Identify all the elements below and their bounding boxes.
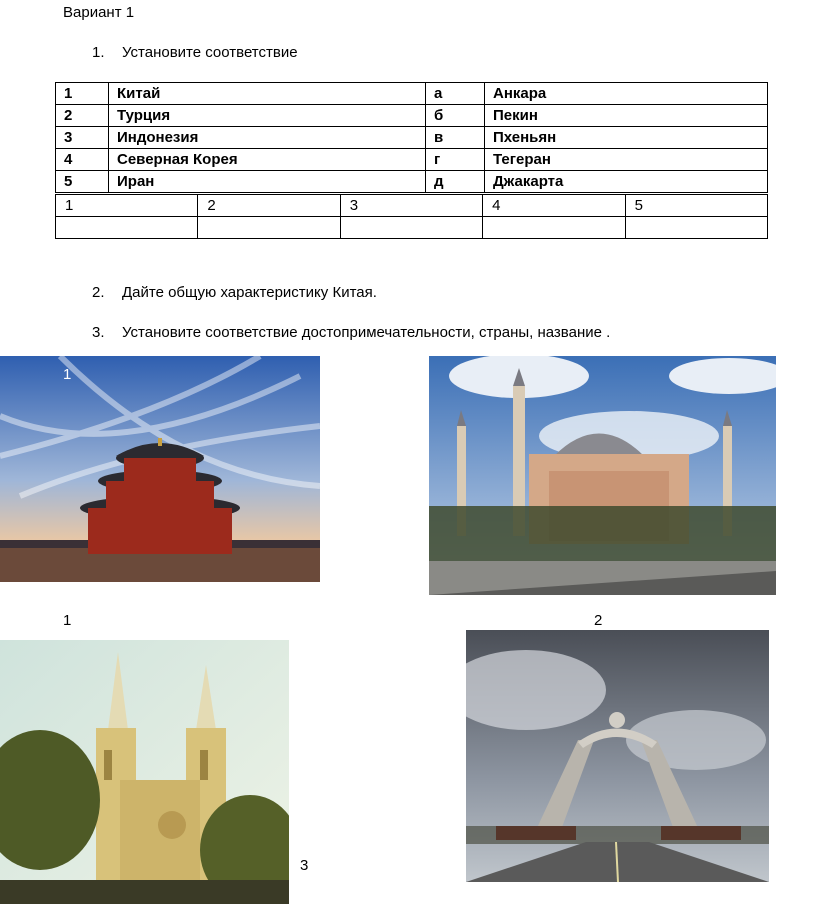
answer-table bbox=[55, 194, 768, 239]
jakarta-cathedral-image bbox=[0, 640, 289, 904]
answer-header: 5 bbox=[625, 195, 767, 217]
match-letter: в bbox=[426, 127, 485, 149]
match-city: Джакарта bbox=[485, 171, 768, 193]
question-2: 2. Дайте общую характеристику Китая. bbox=[92, 284, 377, 301]
variant-title: Вариант 1 bbox=[63, 4, 135, 21]
arch-of-reunification-image bbox=[466, 630, 769, 882]
answer-cell[interactable] bbox=[483, 217, 625, 239]
answer-input-row bbox=[56, 217, 768, 239]
match-table bbox=[55, 82, 768, 193]
match-city: Пекин bbox=[485, 105, 768, 127]
match-letter: г bbox=[426, 149, 485, 171]
match-row bbox=[56, 83, 768, 105]
question-3: 3. Установите соответствие достопримечательности, страны, название . bbox=[92, 324, 611, 341]
match-country: Иран bbox=[109, 171, 426, 193]
hagia-sophia-image bbox=[429, 356, 776, 595]
answer-header: 4 bbox=[483, 195, 625, 217]
image-1-label: 1 bbox=[63, 612, 72, 629]
match-letter: а bbox=[426, 83, 485, 105]
answer-cell[interactable] bbox=[198, 217, 340, 239]
image-3-label: 3 bbox=[300, 857, 309, 874]
match-city: Пхеньян bbox=[485, 127, 768, 149]
match-number: 3 bbox=[56, 127, 109, 149]
match-country: Турция bbox=[109, 105, 426, 127]
match-city: Анкара bbox=[485, 83, 768, 105]
image-1-overlay-label: 1 bbox=[63, 366, 72, 383]
question-1: 1. Установите соответствие bbox=[92, 44, 298, 61]
match-country: Северная Корея bbox=[109, 149, 426, 171]
temple-of-heaven-image bbox=[0, 356, 320, 582]
image-2-label: 2 bbox=[594, 612, 603, 629]
answer-header-row bbox=[56, 195, 768, 217]
match-city: Тегеран bbox=[485, 149, 768, 171]
answer-cell[interactable] bbox=[340, 217, 482, 239]
match-row bbox=[56, 105, 768, 127]
match-number: 1 bbox=[56, 83, 109, 105]
match-number: 4 bbox=[56, 149, 109, 171]
match-number: 2 bbox=[56, 105, 109, 127]
match-country: Индонезия bbox=[109, 127, 426, 149]
question-1-text: Установите соответствие bbox=[122, 44, 298, 61]
match-row bbox=[56, 171, 768, 193]
question-3-text: Установите соответствие достопримечательности, страны, название . bbox=[122, 324, 611, 341]
match-row bbox=[56, 127, 768, 149]
match-row bbox=[56, 149, 768, 171]
match-country: Китай bbox=[109, 83, 426, 105]
match-letter: д bbox=[426, 171, 485, 193]
answer-cell[interactable] bbox=[56, 217, 198, 239]
match-number: 5 bbox=[56, 171, 109, 193]
answer-header: 2 bbox=[198, 195, 340, 217]
match-letter: б bbox=[426, 105, 485, 127]
answer-header: 1 bbox=[56, 195, 198, 217]
question-2-text: Дайте общую характеристику Китая. bbox=[122, 284, 377, 301]
answer-header: 3 bbox=[340, 195, 482, 217]
answer-cell[interactable] bbox=[625, 217, 767, 239]
